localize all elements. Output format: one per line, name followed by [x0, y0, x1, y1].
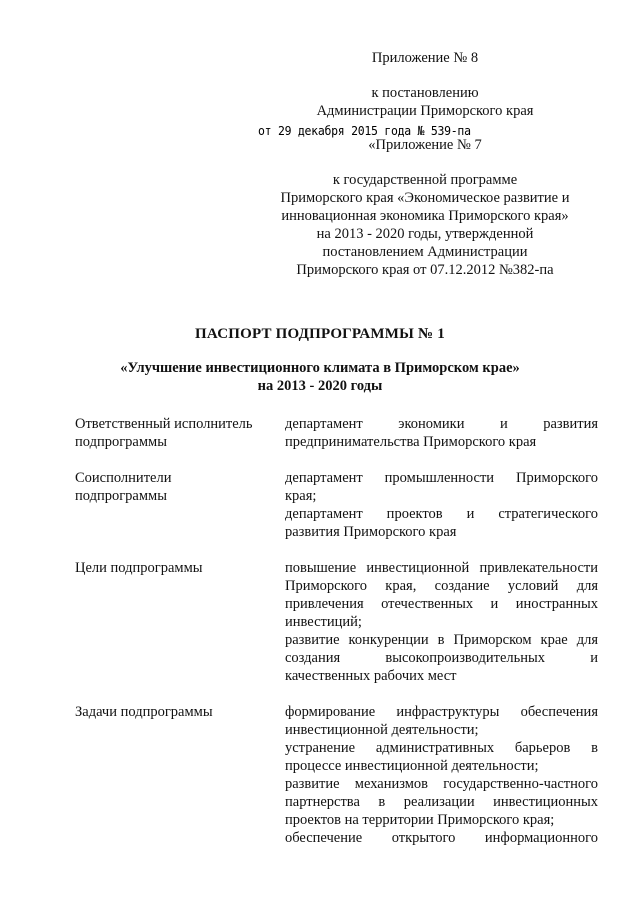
appendix-7-line: Приморского края от 07.12.2012 №382-па — [296, 262, 554, 278]
row-label-line: подпрограммы — [75, 488, 167, 504]
row-label-line: Соисполнители — [75, 470, 172, 486]
appendix-7-line: Приморского края «Экономическое развитие и — [280, 190, 570, 206]
row-value-line: партнерства в реализации инвестиционных — [285, 794, 598, 810]
row-label-line: подпрограммы — [75, 434, 167, 450]
row-value-line: инвестиций; — [285, 614, 362, 630]
appendix-7-line: инновационная экономика Приморского края» — [281, 208, 569, 224]
row-value-line: качественных рабочих мест — [285, 668, 457, 684]
row-value-line: устранение административных барьеров в — [285, 740, 598, 756]
appendix-7-header — [255, 136, 595, 279]
row-value-line: привлечения отечественных и иностранных — [285, 596, 598, 612]
passport-row — [75, 469, 600, 541]
row-value-line: процессе инвестиционной деятельности; — [285, 758, 539, 774]
appendix-8-title: Приложение № 8 — [371, 50, 479, 66]
passport-row — [75, 559, 600, 685]
appendix-8-line: Администрации Приморского края — [316, 103, 534, 119]
appendix-7-title: «Приложение № 7 — [368, 137, 482, 153]
row-label-line: Задачи подпрограммы — [75, 704, 213, 720]
row-label — [75, 559, 285, 685]
row-value-line: создания высокопроизводительных и — [285, 650, 598, 666]
passport-row — [75, 415, 600, 451]
passport-table — [75, 415, 600, 865]
row-value-line: департамент проектов и стратегического — [285, 506, 598, 522]
passport-row — [75, 703, 600, 847]
row-value-line: развитие механизмов государственно-частного — [285, 776, 598, 792]
appendix-7-line: к государственной программе — [332, 172, 518, 188]
row-label — [75, 415, 285, 451]
row-value-line: Приморского края, создание условий для — [285, 578, 598, 594]
row-value — [285, 559, 598, 685]
page-subtitle — [0, 359, 640, 395]
row-label — [75, 469, 285, 541]
row-value-line: департамент экономики и развития — [285, 416, 598, 432]
registration-stamp: от 29 декабря 2015 года № 539-па — [258, 123, 471, 138]
row-label-line: Цели подпрограммы — [75, 560, 203, 576]
row-value — [285, 703, 598, 847]
row-value-line: предпринимательства Приморского края — [285, 434, 537, 450]
row-value — [285, 415, 598, 451]
row-value-line: развитие конкуренции в Приморском крае для — [285, 632, 598, 648]
subtitle-line: на 2013 - 2020 годы — [257, 378, 383, 394]
subtitle-line: «Улучшение инвестиционного климата в Приморском крае» — [120, 360, 520, 376]
page-title: ПАСПОРТ ПОДПРОГРАММЫ № 1 — [195, 326, 445, 342]
row-value-line: края; — [285, 488, 317, 504]
appendix-7-line: на 2013 - 2020 годы, утвержденной — [316, 226, 534, 242]
appendix-8-line: к постановлению — [371, 85, 479, 101]
row-value-line: повышение инвестиционной привлекательности — [285, 560, 598, 576]
appendix-7-line: постановлением Администрации — [322, 244, 528, 260]
row-value — [285, 469, 598, 541]
row-value-line: департамент промышленности Приморского — [285, 470, 598, 486]
row-value-line: проектов на территории Приморского края; — [285, 812, 555, 828]
row-label — [75, 703, 285, 847]
appendix-8-header — [255, 49, 595, 120]
row-label-line: Ответственный исполнитель — [75, 416, 253, 432]
row-value-line: формирование инфраструктуры обеспечения — [285, 704, 598, 720]
row-value-line: развития Приморского края — [285, 524, 457, 540]
row-value-line: инвестиционной деятельности; — [285, 722, 479, 738]
row-value-line: обеспечение открытого информационного — [285, 830, 598, 846]
